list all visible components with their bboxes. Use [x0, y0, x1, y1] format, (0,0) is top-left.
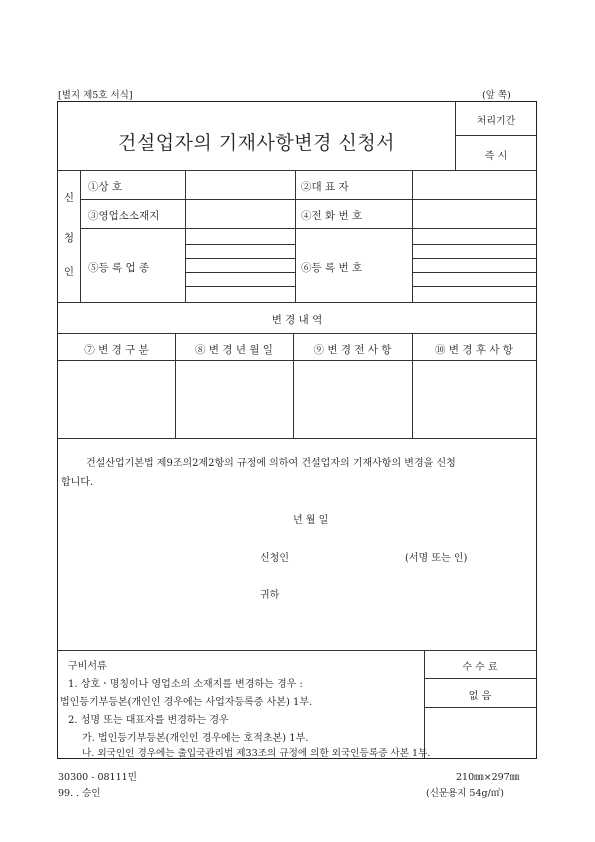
processing-period-value: 즉 시 [484, 151, 508, 162]
trade-name-label: ①상 호 [88, 181, 123, 193]
before-change-header: ⑨ 변 경 전 사 항 [313, 344, 392, 356]
statement-line-1: 건설산업기본법 제9조의2제2항의 규정에 의하여 건설업자의 기재사항의 변경을 신청 [86, 458, 456, 469]
statement-line-2: 합니다. [61, 477, 94, 488]
document-item-2b: 나. 외국인인 경우에는 출입국관리법 제33조의 규정에 의한 외국인등록증 사본 1부. [82, 748, 431, 759]
applicant-side-label-2: 청 [63, 232, 75, 244]
document-item-1-detail: 법인등기부등본(개인인 경우에는 사업자등록증 사본) 1부. [60, 697, 313, 708]
paper-size: 210㎜×297㎜ [456, 772, 520, 783]
representative-label: ②대 표 자 [301, 181, 349, 193]
application-date: 년 월 일 [293, 515, 329, 526]
phone-number-label: ④전 화 번 호 [301, 210, 363, 222]
signature-label: (서명 또는 인) [405, 553, 468, 564]
document-item-2: 2. 성명 또는 대표자를 변경하는 경우 [68, 715, 229, 726]
required-documents-heading: 구비서류 [68, 661, 107, 672]
change-type-header: ⑦ 변 경 구 분 [84, 344, 149, 356]
form-number: [별지 제5호 서식] [58, 90, 133, 101]
change-date-header: ⑧ 변 경 년 월 일 [195, 344, 273, 356]
recipient-label: 귀하 [260, 590, 280, 601]
registration-type-label: ⑤등 록 업 종 [88, 262, 150, 274]
after-change-header: ⑩ 변 경 후 사 항 [435, 344, 513, 356]
registration-number-label: ⑥등 록 번 호 [301, 262, 363, 274]
fee-value: 없 음 [468, 691, 492, 702]
applicant-label: 신청인 [260, 553, 289, 564]
form-code: 30300 - 08111민 [58, 772, 137, 783]
applicant-side-label-1: 신 [63, 192, 75, 204]
form-title: 건설업자의 기재사항변경 신청서 [118, 132, 396, 154]
fee-label: 수 수 료 [462, 662, 498, 673]
application-form [57, 101, 537, 759]
applicant-side-label-3: 인 [63, 266, 75, 278]
business-location-label: ③영업소소재지 [88, 210, 160, 222]
document-item-1: 1. 상호ㆍ명칭이나 영업소의 소재지를 변경하는 경우 : [68, 679, 303, 690]
approval-note: 99. . 승인 [58, 788, 101, 799]
change-details-heading: 변 경 내 역 [271, 314, 323, 326]
document-item-2a: 가. 법인등기부등본(개인인 경우에는 호적초본) 1부. [82, 733, 309, 744]
page-side: (앞 쪽) [482, 90, 511, 101]
paper-type: (신문용지 54g/㎡) [426, 788, 505, 799]
processing-period-label: 처리기간 [476, 116, 516, 127]
